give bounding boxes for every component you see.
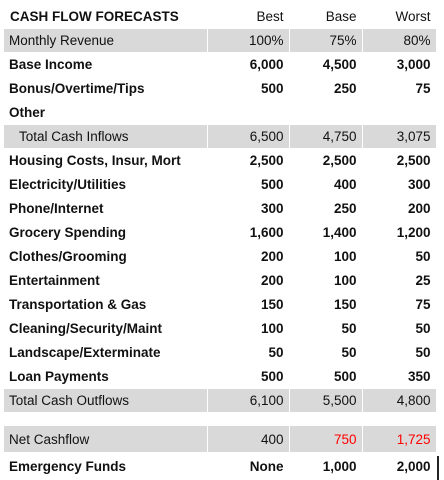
cell-worst: 3,075 xyxy=(362,125,436,149)
row-label: Bonus/Overtime/Tips xyxy=(4,77,207,101)
cell-worst: 1,200 xyxy=(362,221,436,245)
header-best: Best xyxy=(207,4,289,29)
cell-best: 6,500 xyxy=(207,125,289,149)
cell-base: 400 xyxy=(289,173,362,197)
row-label: Clothes/Grooming xyxy=(4,245,207,269)
row-label: Electricity/Utilities xyxy=(4,173,207,197)
cell-worst: 350 xyxy=(362,365,436,389)
cell-best: 400 xyxy=(207,426,289,453)
cell-base: 1,000 xyxy=(289,453,362,480)
header-base: Base xyxy=(289,4,362,29)
cell-worst: 300 xyxy=(362,173,436,197)
cell-best: 500 xyxy=(207,77,289,101)
cell-worst: 4,800 xyxy=(362,389,436,413)
row-label: Grocery Spending xyxy=(4,221,207,245)
cell-best: None xyxy=(207,453,289,480)
cell-worst xyxy=(362,101,436,125)
table-row xyxy=(4,293,436,317)
cell-best: 50 xyxy=(207,341,289,365)
cell-best xyxy=(207,101,289,125)
cell-worst: 75 xyxy=(362,293,436,317)
cell-base: 100 xyxy=(289,245,362,269)
cell-base: 50 xyxy=(289,317,362,341)
cell-best: 500 xyxy=(207,173,289,197)
cell-base: 100 xyxy=(289,269,362,293)
cell-best: 200 xyxy=(207,269,289,293)
row-label: Housing Costs, Insur, Mort xyxy=(4,149,207,173)
cell-base: 2,500 xyxy=(289,149,362,173)
row-label: Total Cash Outflows xyxy=(4,389,207,413)
header-row xyxy=(4,4,436,29)
header-worst: Worst xyxy=(362,4,436,29)
cell-worst: 75 xyxy=(362,77,436,101)
cell-base: 750 xyxy=(289,426,362,453)
table-row xyxy=(4,173,436,197)
cell-best: 200 xyxy=(207,245,289,269)
row-label: Emergency Funds xyxy=(4,453,207,480)
emergency-funds-row xyxy=(4,453,436,480)
cell-base: 4,750 xyxy=(289,125,362,149)
cell-worst: 50 xyxy=(362,245,436,269)
cell-base: 1,400 xyxy=(289,221,362,245)
cell-best: 150 xyxy=(207,293,289,317)
row-label: Monthly Revenue xyxy=(4,29,207,53)
table-row xyxy=(4,197,436,221)
cell-worst: 3,000 xyxy=(362,53,436,77)
cell-worst: 80% xyxy=(362,29,436,53)
row-label: Net Cashflow xyxy=(4,426,207,453)
row-label: Transportation & Gas xyxy=(4,293,207,317)
table-row xyxy=(4,389,436,413)
cell-best: 500 xyxy=(207,365,289,389)
cash-flow-table xyxy=(4,4,437,480)
cell-worst: 1,725 xyxy=(362,426,436,453)
row-label: Other xyxy=(4,101,207,125)
table-row xyxy=(4,149,436,173)
row-label: Loan Payments xyxy=(4,365,207,389)
table-row xyxy=(4,77,436,101)
cell-worst: 200 xyxy=(362,197,436,221)
cell-worst: 25 xyxy=(362,269,436,293)
cell-base: 250 xyxy=(289,197,362,221)
table-row xyxy=(4,317,436,341)
net-cashflow-row xyxy=(4,426,436,453)
row-label: Phone/Internet xyxy=(4,197,207,221)
cell-base: 50 xyxy=(289,341,362,365)
cell-best: 6,100 xyxy=(207,389,289,413)
table-row xyxy=(4,101,436,125)
cell-worst: 50 xyxy=(362,317,436,341)
table-row xyxy=(4,221,436,245)
cell-best: 6,000 xyxy=(207,53,289,77)
table-row xyxy=(4,125,436,149)
cell-worst: 2,500 xyxy=(362,149,436,173)
spacer-row xyxy=(4,413,436,426)
cell-base: 5,500 xyxy=(289,389,362,413)
cell-base xyxy=(289,101,362,125)
table-row xyxy=(4,341,436,365)
row-label: Base Income xyxy=(4,53,207,77)
cell-base: 4,500 xyxy=(289,53,362,77)
cell-worst: 2,000 xyxy=(362,453,436,480)
table-row xyxy=(4,29,436,53)
row-label: Cleaning/Security/Maint xyxy=(4,317,207,341)
cell-base: 250 xyxy=(289,77,362,101)
row-label: Entertainment xyxy=(4,269,207,293)
table-row xyxy=(4,269,436,293)
table-row xyxy=(4,365,436,389)
cell-best: 100% xyxy=(207,29,289,53)
cell-best: 2,500 xyxy=(207,149,289,173)
cell-best: 300 xyxy=(207,197,289,221)
cell-base: 75% xyxy=(289,29,362,53)
table-title: CASH FLOW FORECASTS xyxy=(4,4,207,29)
row-label: Landscape/Exterminate xyxy=(4,341,207,365)
table-row xyxy=(4,53,436,77)
text-cursor xyxy=(437,456,439,480)
cell-best: 1,600 xyxy=(207,221,289,245)
cell-best: 100 xyxy=(207,317,289,341)
cell-worst: 50 xyxy=(362,341,436,365)
row-label: Total Cash Inflows xyxy=(4,125,207,149)
cell-base: 500 xyxy=(289,365,362,389)
table-row xyxy=(4,245,436,269)
cell-base: 150 xyxy=(289,293,362,317)
